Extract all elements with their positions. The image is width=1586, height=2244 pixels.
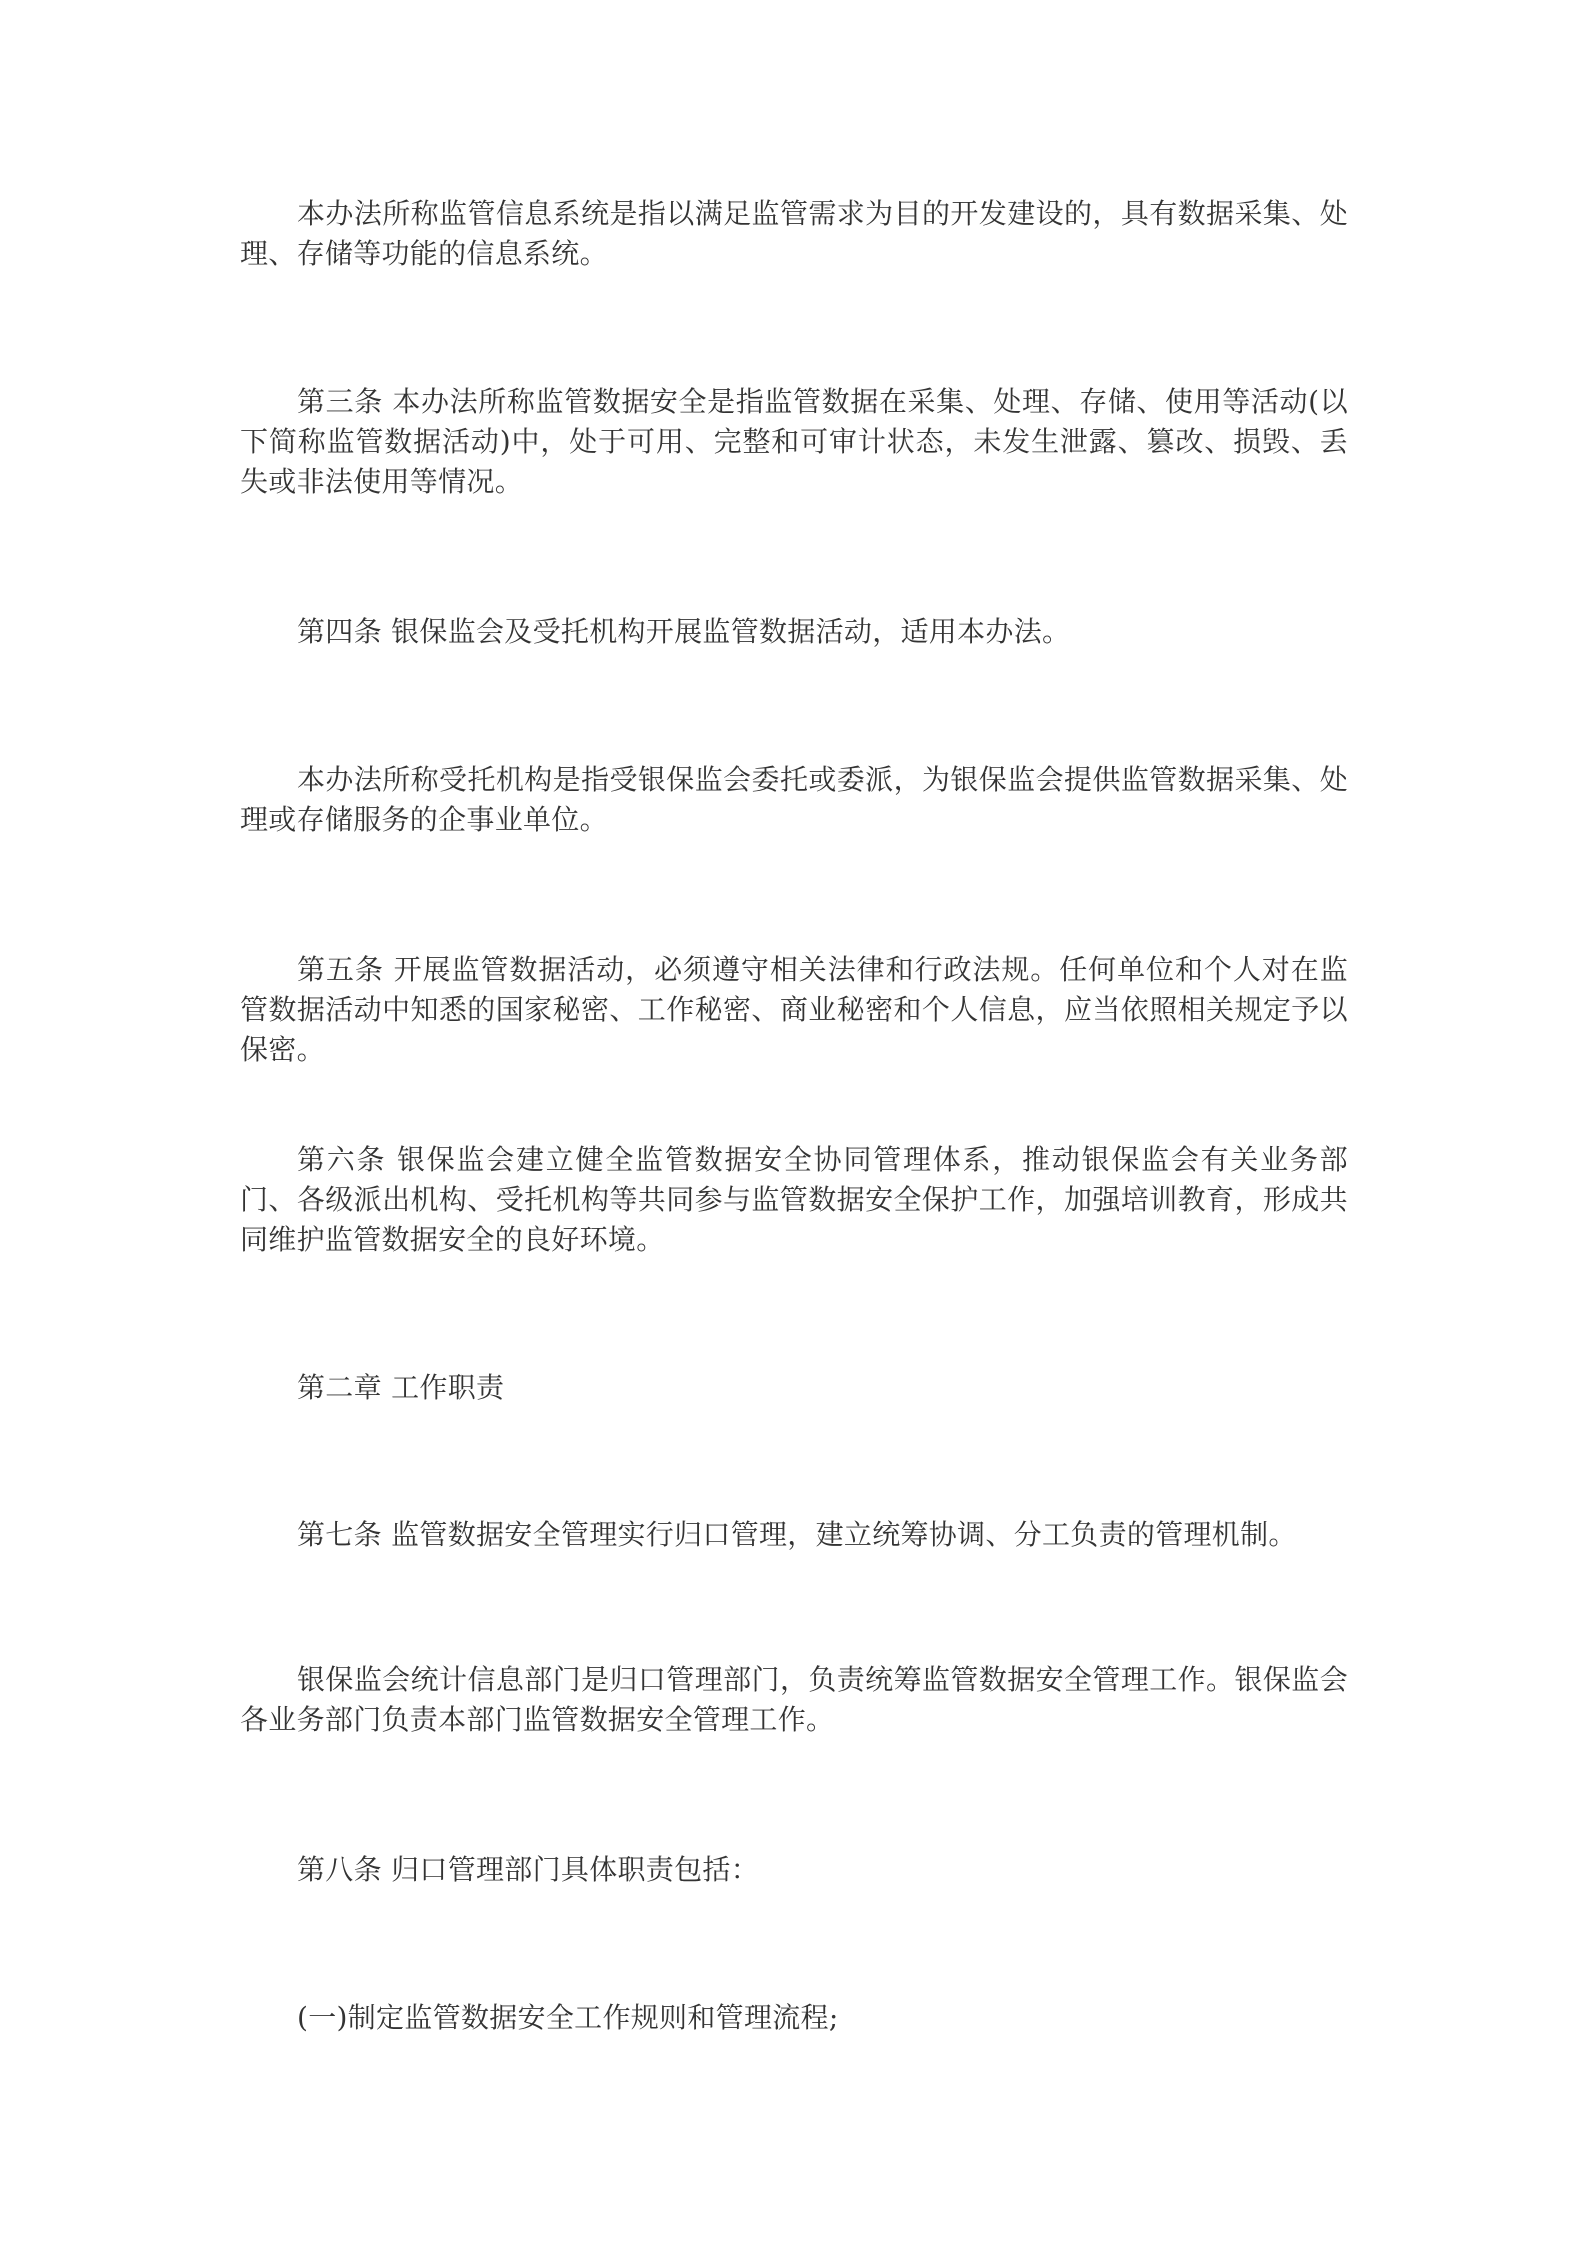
paragraph-article-5: 第五条 开展监管数据活动，必须遵守相关法律和行政法规。任何单位和个人对在监管数据活动中知悉的国家秘密、工作秘密、商业秘密和个人信息，应当依照相关规定予以保密。 bbox=[240, 953, 1348, 1066]
paragraph-article-4: 第四条 银保监会及受托机构开展监管数据活动，适用本办法。 bbox=[297, 615, 1071, 648]
list-item-1: (一)制定监管数据安全工作规则和管理流程; bbox=[297, 2001, 839, 2034]
paragraph-system-definition: 本办法所称监管信息系统是指以满足监管需求为目的开发建设的，具有数据采集、处理、存储等功能的信息系统。 bbox=[240, 197, 1348, 270]
paragraph-article-8: 第八条 归口管理部门具体职责包括： bbox=[297, 1853, 760, 1886]
paragraph-article-6: 第六条 银保监会建立健全监管数据安全协同管理体系，推动银保监会有关业务部门、各级派出机构、受托机构等共同参与监管数据安全保护工作，加强培训教育，形成共同维护监管数据安全的良好环境。 bbox=[240, 1143, 1348, 1256]
paragraph-article-7: 第七条 监管数据安全管理实行归口管理，建立统筹协调、分工负责的管理机制。 bbox=[297, 1518, 1297, 1551]
paragraph-article-3: 第三条 本办法所称监管数据安全是指监管数据在采集、处理、存储、使用等活动(以下简称监管数据活动)中，处于可用、完整和可审计状态，未发生泄露、篡改、损毁、丢失或非法使用等情况。 bbox=[240, 385, 1348, 498]
chapter-heading-2: 第二章 工作职责 bbox=[297, 1371, 505, 1404]
paragraph-entrusted-institution-definition: 本办法所称受托机构是指受银保监会委托或委派，为银保监会提供监管数据采集、处理或存储服务的企事业单位。 bbox=[240, 763, 1348, 836]
paragraph-statistics-department: 银保监会统计信息部门是归口管理部门，负责统筹监管数据安全管理工作。银保监会各业务部门负责本部门监管数据安全管理工作。 bbox=[240, 1663, 1348, 1736]
